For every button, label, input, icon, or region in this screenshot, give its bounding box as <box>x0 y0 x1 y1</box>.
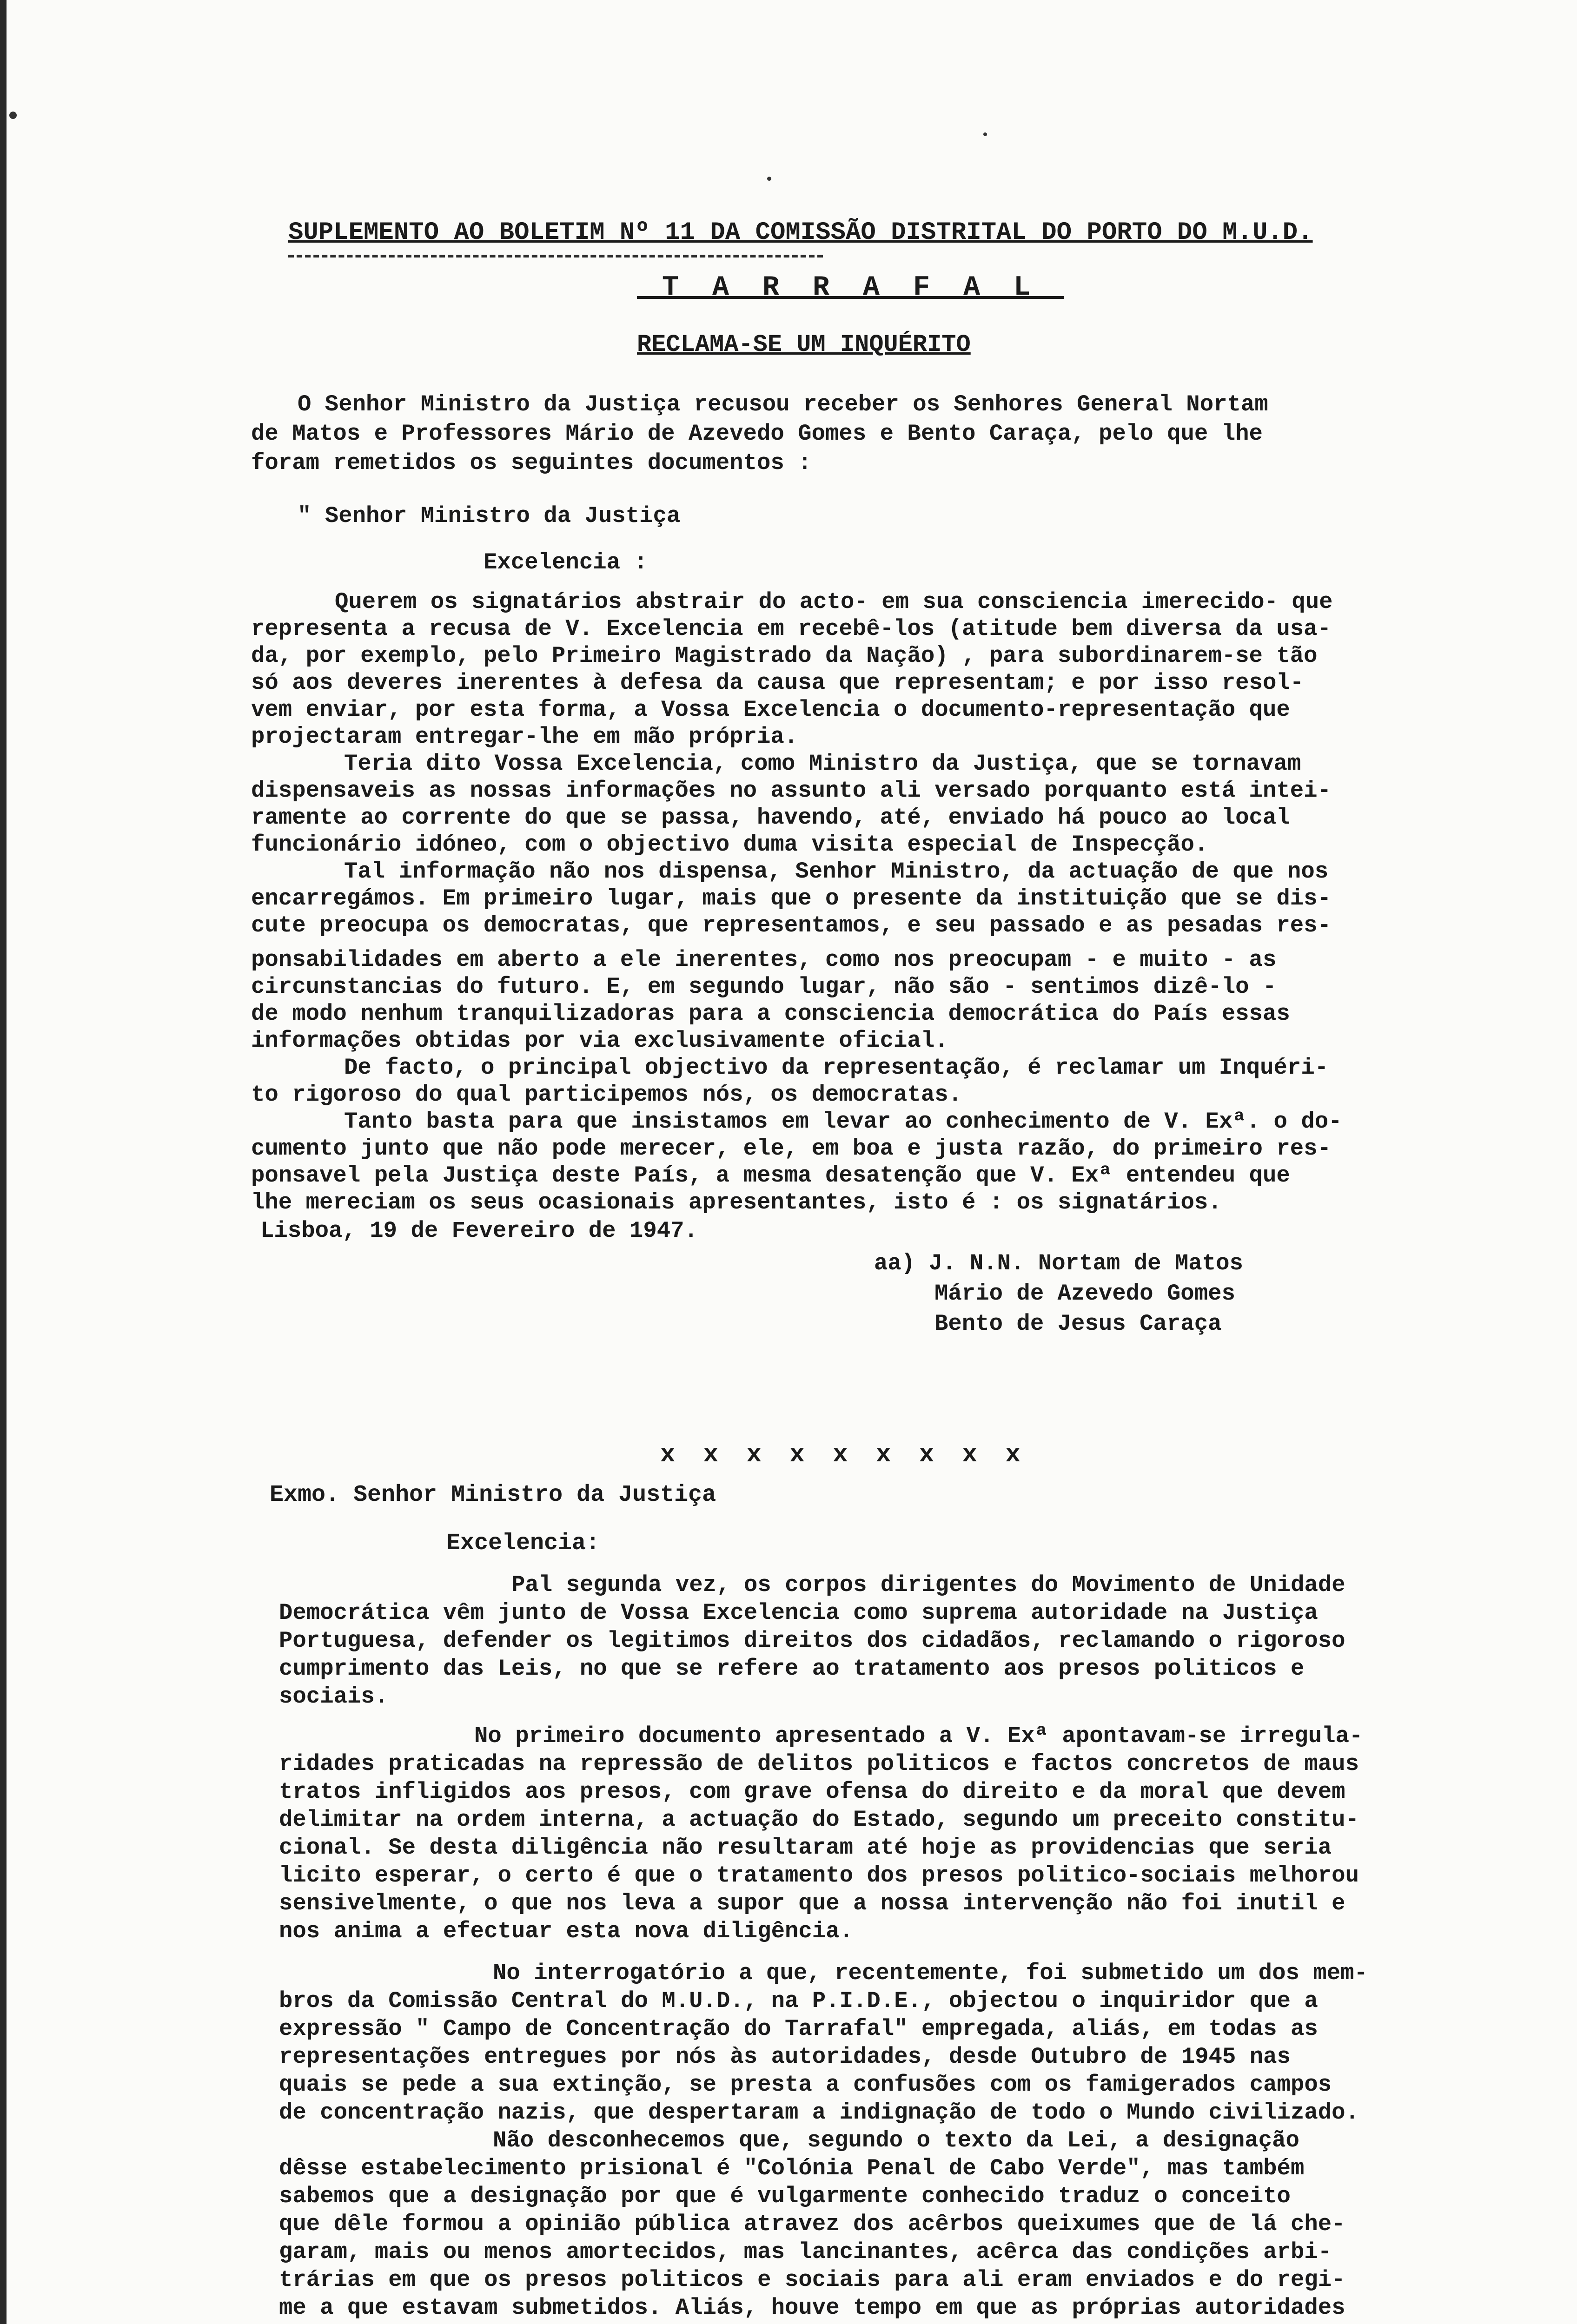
scan-speck <box>983 132 987 136</box>
letter2-line: Democrática vêm junto de Vossa Excelencia como suprema autoridade na Justiça <box>279 1600 1318 1626</box>
section-subtitle: RECLAMA-SE UM INQUÉRITO <box>637 331 971 358</box>
letter2-line: ridades praticadas na repressão de delitos politicos e factos concretos de maus <box>279 1751 1359 1777</box>
letter2-line: garam, mais ou menos amortecidos, mas lancinantes, acêrca das condições arbi- <box>279 2239 1332 2265</box>
letter1-line: cumento junto que não pode merecer, ele, em boa e justa razão, do primeiro res- <box>251 1136 1331 1162</box>
letter1-line: Querem os signatários abstrair do acto- em sua consciencia imerecido- que <box>335 589 1333 615</box>
letter1-line: encarregámos. Em primeiro lugar, mais que o presente da instituição que se dis- <box>251 885 1331 911</box>
letter1-line: só aos deveres inerentes à defesa da causa que representam; e por isso resol- <box>251 670 1304 696</box>
letter1-line: da, por exemplo, pelo Primeiro Magistrado da Nação) , para subordinarem-se tão <box>251 643 1318 669</box>
letter2-line: sabemos que a designação por que é vulgarmente conhecido traduz o conceito <box>279 2183 1291 2209</box>
intro-line: O Senhor Ministro da Justiça recusou receber os Senhores General Nortam <box>298 391 1268 417</box>
letter2-line: tratos infligidos aos presos, com grave ofensa do direito e da moral que devem <box>279 1779 1345 1805</box>
letter1-line: ramente ao corrente do que se passa, havendo, até, enviado há pouco ao local <box>251 805 1290 831</box>
letter2-line: nos anima a efectuar esta nova diligência. <box>279 1918 854 1944</box>
letter1-line: Teria dito Vossa Excelencia, como Ministro da Justiça, que se tornavam <box>344 751 1301 777</box>
letter2-line: cional. Se desta diligência não resultaram até hoje as providencias que seria <box>279 1835 1332 1861</box>
letter1-line: de modo nenhum tranquilizadoras para a consciencia democrática do País essas <box>251 1001 1290 1027</box>
letter1-line: to rigoroso do qual participemos nós, os democratas. <box>251 1082 962 1108</box>
header-rule <box>288 255 823 257</box>
letter2-line: delimitar na ordem interna, a actuação do Estado, segundo um preceito constitu- <box>279 1807 1359 1833</box>
letter2-line: cumprimento das Leis, no que se refere ao tratamento aos presos politicos e <box>279 1656 1305 1682</box>
letter2-line: No interrogatório a que, recentemente, foi submetido um dos mem- <box>493 1960 1368 1986</box>
letter2-greeting: Excelencia: <box>446 1530 600 1557</box>
letter1-line: De facto, o principal objectivo da representação, é reclamar um Inquéri- <box>344 1055 1329 1081</box>
letter1-line: informações obtidas por via exclusivamente oficial. <box>251 1028 948 1054</box>
intro-line: de Matos e Professores Mário de Azevedo Gomes e Bento Caraça, pelo que lhe <box>251 421 1263 447</box>
letter1-line: Tal informação não nos dispensa, Senhor Ministro, da actuação de que nos <box>344 858 1329 885</box>
letter2-line: No primeiro documento apresentado a V. Exª apontavam-se irregula- <box>474 1723 1363 1749</box>
signature-line: aa) J. N.N. Nortam de Matos <box>874 1250 1243 1276</box>
letter1-greeting: Excelencia : <box>484 549 648 575</box>
letter2-line: me a que estavam submetidos. Aliás, houve tempo em que as próprias autoridades <box>279 2295 1345 2321</box>
section-title: _T A R R A F A L_ <box>637 272 1064 304</box>
letter1-line: ponsabilidades em aberto a ele inerentes, como nos preocupam - e muito - as <box>251 947 1277 973</box>
letter2-line: licito esperar, o certo é que o tratamento dos presos politico-sociais melhorou <box>279 1862 1359 1888</box>
scan-left-edge <box>0 0 7 2324</box>
letter1-line: representa a recusa de V. Excelencia em recebê-los (atitude bem diversa da usa- <box>251 616 1331 642</box>
letter1-line: circunstancias do futuro. E, em segundo lugar, não são - sentimos dizê-lo - <box>251 974 1277 1000</box>
letter1-date: Lisboa, 19 de Fevereiro de 1947. <box>260 1218 698 1244</box>
letter1-line: projectaram entregar-lhe em mão própria. <box>251 724 798 750</box>
letter2-line: representações entregues por nós às autoridades, desde Outubro de 1945 nas <box>279 2044 1291 2070</box>
letter2-line: sensivelmente, o que nos leva a supor que a nossa intervenção não foi inutil e <box>279 1890 1345 1916</box>
letter2-salutation: Exmo. Senhor Ministro da Justiça <box>270 1482 716 1508</box>
letter2-line: dêsse estabelecimento prisional é "Colónia Penal de Cabo Verde", mas também <box>279 2155 1305 2181</box>
intro-line: foram remetidos os seguintes documentos : <box>251 450 812 476</box>
letter1-line: vem enviar, por esta forma, a Vossa Excelencia o documento-representação que <box>251 697 1290 723</box>
letter1-salutation: " Senhor Ministro da Justiça <box>298 503 681 529</box>
section-separator: x x x x x x x x x <box>660 1441 1027 1469</box>
letter1-line: lhe mereciam os seus ocasionais apresentantes, isto é : os signatários. <box>251 1189 1222 1215</box>
letter1-line: ponsavel pela Justiça deste País, a mesma desatenção que V. Exª entendeu que <box>251 1162 1290 1188</box>
letter1-line: cute preocupa os democratas, que representamos, e seu passado e as pesadas res- <box>251 912 1331 938</box>
letter2-line: Não desconhecemos que, segundo o texto da Lei, a designação <box>493 2127 1299 2153</box>
letter1-line: funcionário idóneo, com o objectivo duma visita especial de Inspecção. <box>251 832 1208 858</box>
letter2-line: expressão " Campo de Concentração do Tarrafal" empregada, aliás, em todas as <box>279 2016 1318 2042</box>
signature-line: Mário de Azevedo Gomes <box>934 1281 1235 1307</box>
letter2-line: que dêle formou a opinião pública atravez dos acêrbos queixumes que de lá che- <box>279 2211 1345 2237</box>
letter2-line: Pal segunda vez, os corpos dirigentes do Movimento de Unidade <box>511 1572 1345 1598</box>
scan-speck <box>767 177 771 181</box>
letter2-line: quais se pede a sua extinção, se presta a confusões com os famigerados campos <box>279 2072 1332 2098</box>
letter2-line: bros da Comissão Central do M.U.D., na P.I.D.E., objectou o inquiridor que a <box>279 1988 1318 2014</box>
scan-speck <box>9 112 17 119</box>
letter1-line: dispensaveis as nossas informações no assunto ali versado porquanto está intei- <box>251 778 1331 804</box>
letter2-line: Portuguesa, defender os legitimos direitos dos cidadãos, reclamando o rigoroso <box>279 1628 1345 1654</box>
letter2-line: trárias em que os presos politicos e sociais para ali eram enviados e do regi- <box>279 2267 1345 2293</box>
letter1-line: Tanto basta para que insistamos em levar ao conhecimento de V. Exª. o do- <box>344 1109 1342 1135</box>
letter2-line: de concentração nazis, que despertaram a indignação de todo o Mundo civilizado. <box>279 2100 1359 2126</box>
document-header: SUPLEMENTO AO BOLETIM Nº 11 DA COMISSÃO DISTRITAL DO PORTO DO M.U.D. <box>288 218 1313 247</box>
letter2-line: sociais. <box>279 1684 389 1710</box>
signature-line: Bento de Jesus Caraça <box>934 1311 1222 1337</box>
